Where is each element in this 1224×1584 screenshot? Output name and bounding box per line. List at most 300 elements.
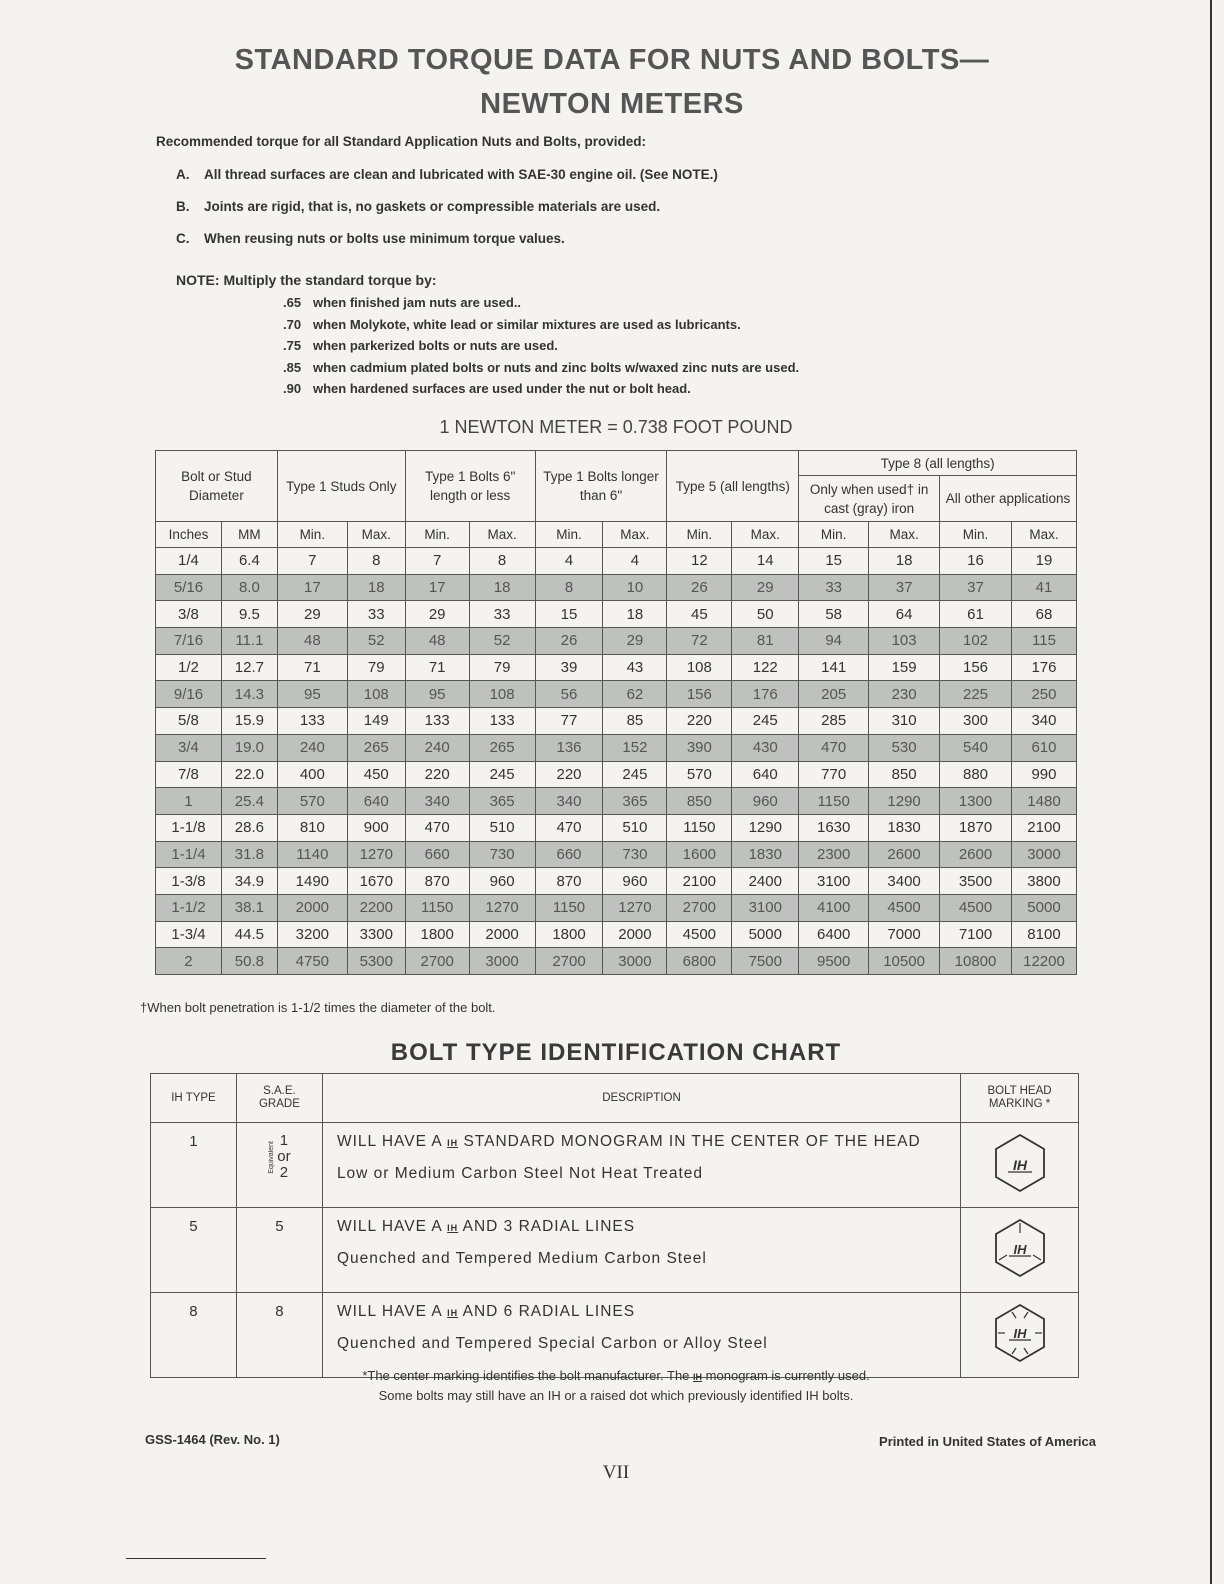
sae-grade-cell: 8 [236, 1293, 322, 1378]
table-row [156, 868, 1077, 895]
subheader-min: Min. [667, 522, 732, 548]
torque-cell: 8 [469, 548, 535, 575]
diameter-mm-cell: 6.4 [221, 548, 277, 575]
torque-cell: 133 [469, 708, 535, 735]
header-type1-6-or-less: Type 1 Bolts 6" length or less [405, 451, 535, 522]
diameter-mm-cell: 19.0 [221, 734, 277, 761]
torque-cell: 240 [277, 734, 347, 761]
torque-cell: 285 [799, 708, 869, 735]
subheader-min: Min. [940, 522, 1012, 548]
torque-cell: 12 [667, 548, 732, 575]
torque-cell: 71 [277, 654, 347, 681]
diameter-inches-cell: 3/8 [156, 601, 222, 628]
torque-cell: 4 [535, 548, 603, 575]
bolt-id-table [150, 1073, 1079, 1378]
torque-cell: 960 [603, 868, 667, 895]
table-row [156, 948, 1077, 975]
torque-cell: 14 [732, 548, 799, 575]
table-row [156, 654, 1077, 681]
torque-cell: 7500 [732, 948, 799, 975]
torque-cell: 1300 [940, 788, 1012, 815]
torque-cell: 7 [277, 548, 347, 575]
diameter-mm-cell: 28.6 [221, 814, 277, 841]
torque-cell: 3100 [732, 894, 799, 921]
table-row [156, 574, 1077, 601]
sae-grade-cell: 5 [236, 1208, 322, 1293]
diameter-inches-cell: 1-1/8 [156, 814, 222, 841]
torque-cell: 159 [869, 654, 940, 681]
torque-cell: 29 [603, 628, 667, 655]
torque-cell: 240 [405, 734, 469, 761]
table-row [156, 708, 1077, 735]
note-factor: .65 when finished jam nuts are used.. [283, 295, 522, 310]
torque-cell: 340 [1011, 708, 1076, 735]
torque-cell: 2600 [940, 841, 1012, 868]
torque-cell: 3100 [799, 868, 869, 895]
torque-cell: 225 [940, 681, 1012, 708]
subheader-mm: MM [221, 522, 277, 548]
page-title: STANDARD TORQUE DATA FOR NUTS AND BOLTS— [234, 44, 990, 76]
torque-cell: 810 [277, 814, 347, 841]
torque-cell: 2100 [1011, 814, 1076, 841]
diameter-inches-cell: 1/2 [156, 654, 222, 681]
diameter-inches-cell: 7/16 [156, 628, 222, 655]
bolt-head-marking-cell [961, 1208, 1079, 1293]
table-row [156, 548, 1077, 575]
diameter-inches-cell: 2 [156, 948, 222, 975]
header-type8: Type 8 (all lengths) [799, 451, 1077, 476]
torque-cell: 265 [469, 734, 535, 761]
torque-cell: 136 [535, 734, 603, 761]
diameter-inches-cell: 5/8 [156, 708, 222, 735]
torque-cell: 115 [1011, 628, 1076, 655]
torque-cell: 10 [603, 574, 667, 601]
torque-cell: 29 [732, 574, 799, 601]
torque-cell: 94 [799, 628, 869, 655]
torque-cell: 2000 [469, 921, 535, 948]
torque-cell: 250 [1011, 681, 1076, 708]
torque-cell: 56 [535, 681, 603, 708]
document-code: GSS-1464 (Rev. No. 1) [145, 1432, 280, 1447]
torque-cell: 2700 [667, 894, 732, 921]
torque-cell: 220 [405, 761, 469, 788]
torque-cell: 1270 [603, 894, 667, 921]
torque-cell: 18 [469, 574, 535, 601]
torque-cell: 9500 [799, 948, 869, 975]
torque-cell: 1600 [667, 841, 732, 868]
torque-cell: 4 [603, 548, 667, 575]
torque-cell: 50 [732, 601, 799, 628]
torque-cell: 19 [1011, 548, 1076, 575]
diameter-inches-cell: 9/16 [156, 681, 222, 708]
svg-text:IH: IH [1013, 1325, 1027, 1341]
description-cell: WILL HAVE A IH STANDARD MONOGRAM IN THE CENTER OF THE HEAD Low or Medium Carbon Steel Not Heat Treated [322, 1123, 960, 1208]
torque-cell: 3000 [1011, 841, 1076, 868]
torque-cell: 870 [535, 868, 603, 895]
torque-cell: 470 [405, 814, 469, 841]
diameter-mm-cell: 44.5 [221, 921, 277, 948]
torque-cell: 95 [405, 681, 469, 708]
torque-cell: 45 [667, 601, 732, 628]
torque-cell: 2000 [603, 921, 667, 948]
torque-cell: 15 [535, 601, 603, 628]
subheader-max: Max. [347, 522, 405, 548]
condition-item: C. When reusing nuts or bolts use minimum torque values. [176, 231, 565, 246]
torque-cell: 68 [1011, 601, 1076, 628]
torque-cell: 640 [347, 788, 405, 815]
torque-cell: 29 [277, 601, 347, 628]
svg-text:IH: IH [1012, 1156, 1027, 1173]
diameter-mm-cell: 22.0 [221, 761, 277, 788]
torque-cell: 3200 [277, 921, 347, 948]
torque-cell: 2700 [535, 948, 603, 975]
table-row [156, 921, 1077, 948]
torque-cell: 530 [869, 734, 940, 761]
header-type5: Type 5 (all lengths) [667, 451, 799, 522]
torque-cell: 1150 [799, 788, 869, 815]
torque-cell: 39 [535, 654, 603, 681]
diameter-inches-cell: 1-3/8 [156, 868, 222, 895]
diameter-inches-cell: 7/8 [156, 761, 222, 788]
header-bolt-head-marking: BOLT HEAD MARKING * [961, 1074, 1079, 1123]
torque-cell: 48 [405, 628, 469, 655]
header-type1-over-6: Type 1 Bolts longer than 6" [535, 451, 667, 522]
torque-cell: 149 [347, 708, 405, 735]
torque-cell: 1670 [347, 868, 405, 895]
torque-cell: 340 [535, 788, 603, 815]
torque-cell: 37 [869, 574, 940, 601]
torque-cell: 1800 [405, 921, 469, 948]
diameter-inches-cell: 1 [156, 788, 222, 815]
torque-cell: 540 [940, 734, 1012, 761]
header-type8-cast-iron: Only when used† in cast (gray) iron [799, 476, 940, 522]
equivalent-label: Equivalent [268, 1140, 276, 1174]
torque-cell: 4750 [277, 948, 347, 975]
torque-cell: 570 [277, 788, 347, 815]
note-heading: NOTE: Multiply the standard torque by: [176, 272, 437, 288]
torque-cell: 1270 [347, 841, 405, 868]
torque-cell: 133 [277, 708, 347, 735]
diameter-mm-cell: 15.9 [221, 708, 277, 735]
torque-cell: 900 [347, 814, 405, 841]
torque-cell: 365 [469, 788, 535, 815]
torque-cell: 2400 [732, 868, 799, 895]
torque-cell: 79 [347, 654, 405, 681]
bolt-head-marking-cell [961, 1293, 1079, 1378]
torque-cell: 6400 [799, 921, 869, 948]
torque-cell: 430 [732, 734, 799, 761]
torque-cell: 300 [940, 708, 1012, 735]
note-factor: .75 when parkerized bolts or nuts are used. [283, 338, 558, 353]
torque-cell: 176 [1011, 654, 1076, 681]
note-factor: .70 when Molykote, white lead or similar mixtures are used as lubricants. [283, 317, 741, 332]
torque-cell: 245 [469, 761, 535, 788]
torque-cell: 95 [277, 681, 347, 708]
torque-cell: 62 [603, 681, 667, 708]
torque-cell: 8100 [1011, 921, 1076, 948]
torque-cell: 340 [405, 788, 469, 815]
condition-item: B. Joints are rigid, that is, no gaskets or compressible materials are used. [176, 199, 661, 214]
torque-cell: 2300 [799, 841, 869, 868]
torque-cell: 400 [277, 761, 347, 788]
diameter-mm-cell: 50.8 [221, 948, 277, 975]
torque-cell: 18 [347, 574, 405, 601]
torque-cell: 3500 [940, 868, 1012, 895]
subheader-max: Max. [869, 522, 940, 548]
torque-cell: 510 [469, 814, 535, 841]
bolt-head-marking-cell [961, 1123, 1079, 1208]
torque-cell: 1290 [732, 814, 799, 841]
torque-cell: 33 [347, 601, 405, 628]
torque-cell: 71 [405, 654, 469, 681]
torque-cell: 37 [940, 574, 1012, 601]
torque-cell: 1150 [535, 894, 603, 921]
torque-cell: 7100 [940, 921, 1012, 948]
torque-cell: 390 [667, 734, 732, 761]
torque-cell: 1800 [535, 921, 603, 948]
torque-cell: 72 [667, 628, 732, 655]
ih-type-cell: 5 [151, 1208, 237, 1293]
torque-cell: 2000 [277, 894, 347, 921]
subheader-max: Max. [1011, 522, 1076, 548]
torque-cell: 16 [940, 548, 1012, 575]
table-row [156, 628, 1077, 655]
torque-cell: 156 [667, 681, 732, 708]
torque-cell: 10800 [940, 948, 1012, 975]
torque-cell: 133 [405, 708, 469, 735]
torque-cell: 176 [732, 681, 799, 708]
torque-cell: 245 [732, 708, 799, 735]
torque-cell: 4100 [799, 894, 869, 921]
torque-cell: 365 [603, 788, 667, 815]
torque-cell: 6800 [667, 948, 732, 975]
torque-cell: 205 [799, 681, 869, 708]
torque-cell: 3000 [469, 948, 535, 975]
torque-cell: 265 [347, 734, 405, 761]
torque-cell: 880 [940, 761, 1012, 788]
diameter-mm-cell: 12.7 [221, 654, 277, 681]
torque-cell: 18 [869, 548, 940, 575]
ih-monogram-icon: IH [447, 1223, 459, 1233]
torque-cell: 850 [869, 761, 940, 788]
svg-text:IH: IH [1013, 1241, 1027, 1257]
printed-in: Printed in United States of America [879, 1434, 1096, 1449]
torque-cell: 2100 [667, 868, 732, 895]
torque-cell: 48 [277, 628, 347, 655]
torque-cell: 730 [469, 841, 535, 868]
header-type8-other: All other applications [940, 476, 1077, 522]
torque-cell: 8 [347, 548, 405, 575]
torque-cell: 1830 [732, 841, 799, 868]
torque-cell: 730 [603, 841, 667, 868]
table-row [156, 761, 1077, 788]
torque-cell: 1150 [667, 814, 732, 841]
note-factor: .90 when hardened surfaces are used under the nut or bolt head. [283, 381, 691, 396]
torque-cell: 26 [667, 574, 732, 601]
diameter-mm-cell: 14.3 [221, 681, 277, 708]
table-row [156, 681, 1077, 708]
torque-cell: 960 [469, 868, 535, 895]
torque-cell: 470 [535, 814, 603, 841]
torque-cell: 2200 [347, 894, 405, 921]
dagger-footnote: †When bolt penetration is 1-1/2 times the diameter of the bolt. [140, 1000, 496, 1015]
torque-cell: 8 [535, 574, 603, 601]
torque-cell: 29 [405, 601, 469, 628]
ih-monogram-icon: IH [447, 1138, 459, 1148]
page-subtitle: NEWTON METERS [480, 88, 744, 120]
torque-cell: 1490 [277, 868, 347, 895]
description-cell: WILL HAVE A IH AND 6 RADIAL LINES Quenched and Tempered Special Carbon or Alloy Steel [322, 1293, 960, 1378]
bolt-head-type1-icon [987, 1130, 1053, 1196]
torque-cell: 12200 [1011, 948, 1076, 975]
ih-type-cell: 1 [151, 1123, 237, 1208]
torque-cell: 64 [869, 601, 940, 628]
ih-monogram-icon: IH [693, 1372, 703, 1382]
torque-cell: 610 [1011, 734, 1076, 761]
torque-cell: 1630 [799, 814, 869, 841]
table-row [156, 814, 1077, 841]
torque-cell: 108 [469, 681, 535, 708]
torque-cell: 1480 [1011, 788, 1076, 815]
ih-type-cell: 8 [151, 1293, 237, 1378]
torque-cell: 7000 [869, 921, 940, 948]
header-ih-type: IH TYPE [151, 1074, 237, 1123]
subheader-inches: Inches [156, 522, 222, 548]
torque-cell: 470 [799, 734, 869, 761]
torque-cell: 108 [667, 654, 732, 681]
torque-cell: 3400 [869, 868, 940, 895]
torque-cell: 41 [1011, 574, 1076, 601]
torque-cell: 77 [535, 708, 603, 735]
torque-cell: 660 [405, 841, 469, 868]
header-sae-grade: S.A.E. GRADE [236, 1074, 322, 1123]
torque-cell: 18 [603, 601, 667, 628]
torque-cell: 4500 [667, 921, 732, 948]
torque-cell: 15 [799, 548, 869, 575]
torque-cell: 230 [869, 681, 940, 708]
diameter-inches-cell: 1-3/4 [156, 921, 222, 948]
diameter-inches-cell: 3/4 [156, 734, 222, 761]
monogram-footnote-line2: Some bolts may still have an IH or a raised dot which previously identified IH bolts. [378, 1388, 854, 1403]
subheader-min: Min. [799, 522, 869, 548]
torque-cell: 1290 [869, 788, 940, 815]
torque-cell: 152 [603, 734, 667, 761]
torque-cell: 310 [869, 708, 940, 735]
table-row [151, 1123, 1079, 1208]
subheader-min: Min. [277, 522, 347, 548]
torque-cell: 141 [799, 654, 869, 681]
diameter-mm-cell: 25.4 [221, 788, 277, 815]
bolt-head-type5-icon [987, 1215, 1053, 1281]
sae-grade-cell: Equivalent 1 or 2 [236, 1123, 322, 1208]
torque-cell: 570 [667, 761, 732, 788]
table-row [156, 788, 1077, 815]
subheader-max: Max. [469, 522, 535, 548]
table-row [156, 894, 1077, 921]
header-description: DESCRIPTION [322, 1074, 960, 1123]
diameter-mm-cell: 31.8 [221, 841, 277, 868]
torque-cell: 43 [603, 654, 667, 681]
table-row [151, 1208, 1079, 1293]
header-type1-studs: Type 1 Studs Only [277, 451, 405, 522]
torque-cell: 2600 [869, 841, 940, 868]
torque-cell: 960 [732, 788, 799, 815]
torque-cell: 1870 [940, 814, 1012, 841]
page-number: VII [602, 1462, 630, 1483]
diameter-inches-cell: 1-1/2 [156, 894, 222, 921]
torque-cell: 2700 [405, 948, 469, 975]
torque-cell: 26 [535, 628, 603, 655]
torque-cell: 1140 [277, 841, 347, 868]
torque-cell: 103 [869, 628, 940, 655]
diameter-inches-cell: 1/4 [156, 548, 222, 575]
torque-cell: 4500 [940, 894, 1012, 921]
torque-cell: 450 [347, 761, 405, 788]
diameter-mm-cell: 34.9 [221, 868, 277, 895]
table-row [156, 841, 1077, 868]
footer-rule [126, 1558, 266, 1559]
torque-cell: 17 [405, 574, 469, 601]
ih-monogram-icon: IH [447, 1308, 459, 1318]
torque-cell: 122 [732, 654, 799, 681]
torque-cell: 640 [732, 761, 799, 788]
torque-cell: 5300 [347, 948, 405, 975]
torque-cell: 870 [405, 868, 469, 895]
subheader-min: Min. [535, 522, 603, 548]
torque-cell: 7 [405, 548, 469, 575]
bolt-head-type8-icon [987, 1300, 1053, 1366]
torque-cell: 660 [535, 841, 603, 868]
torque-cell: 85 [603, 708, 667, 735]
diameter-mm-cell: 8.0 [221, 574, 277, 601]
torque-cell: 156 [940, 654, 1012, 681]
torque-cell: 850 [667, 788, 732, 815]
condition-item: A. All thread surfaces are clean and lubricated with SAE-30 engine oil. (See NOTE.) [176, 167, 718, 182]
torque-cell: 17 [277, 574, 347, 601]
torque-cell: 52 [469, 628, 535, 655]
torque-table [155, 450, 1077, 975]
torque-cell: 61 [940, 601, 1012, 628]
subheader-max: Max. [732, 522, 799, 548]
header-diameter: Bolt or Stud Diameter [156, 451, 278, 522]
torque-cell: 770 [799, 761, 869, 788]
chart-title: BOLT TYPE IDENTIFICATION CHART [390, 1039, 842, 1066]
torque-cell: 3800 [1011, 868, 1076, 895]
diameter-mm-cell: 38.1 [221, 894, 277, 921]
torque-cell: 990 [1011, 761, 1076, 788]
conversion-line: 1 NEWTON METER = 0.738 FOOT POUND [439, 417, 793, 437]
torque-cell: 245 [603, 761, 667, 788]
torque-cell: 4500 [869, 894, 940, 921]
torque-cell: 220 [535, 761, 603, 788]
diameter-mm-cell: 9.5 [221, 601, 277, 628]
torque-cell: 81 [732, 628, 799, 655]
torque-cell: 52 [347, 628, 405, 655]
torque-cell: 108 [347, 681, 405, 708]
table-row [156, 601, 1077, 628]
torque-cell: 510 [603, 814, 667, 841]
torque-cell: 79 [469, 654, 535, 681]
diameter-inches-cell: 1-1/4 [156, 841, 222, 868]
torque-cell: 3000 [603, 948, 667, 975]
torque-cell: 220 [667, 708, 732, 735]
torque-cell: 1150 [405, 894, 469, 921]
subheader-min: Min. [405, 522, 469, 548]
torque-cell: 33 [469, 601, 535, 628]
torque-cell: 1830 [869, 814, 940, 841]
torque-cell: 5000 [1011, 894, 1076, 921]
monogram-footnote: *The center marking identifies the bolt manufacturer. The IH monogram is currently used. [362, 1368, 870, 1383]
